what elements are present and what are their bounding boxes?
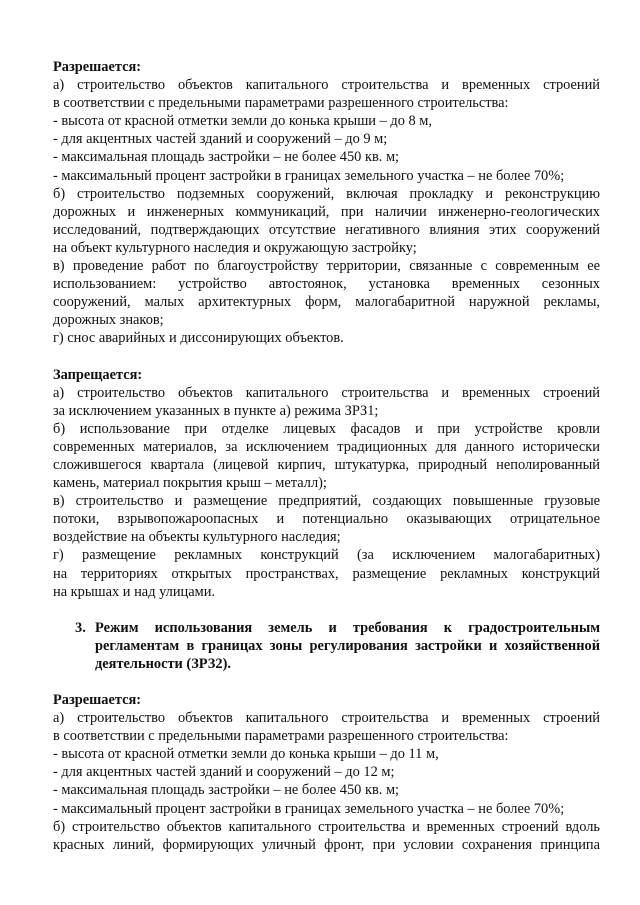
text-line: - высота от красной отметки земли до конька крыши – до 11 м, (53, 746, 439, 763)
text-line: сооружений, малых архитектурных форм, малогабаритной наружной рекламы, (53, 294, 600, 311)
text-line: - максимальный процент застройки в границах земельного участка – не более 70%; (53, 167, 565, 184)
text-line: на крышах и над улицами. (53, 583, 216, 600)
text-line: Режим использования земель и требования к градостроительным (95, 619, 600, 636)
allowed-heading-2: Разрешается: (53, 692, 142, 708)
text-line: за исключением указанных в пункте а) режима ЗРЗ1; (53, 402, 379, 419)
text-line: дорожных знаков; (53, 312, 164, 329)
text-line: деятельности (ЗРЗ2). (95, 655, 231, 672)
allowed-heading-1: Разрешается: (53, 59, 142, 75)
text-line: б) строительство подземных сооружений, включая прокладку и реконструкцию (53, 185, 600, 202)
text-line: красных линий, формирующих уличный фронт, при условии сохранения принципа (53, 836, 600, 853)
text-line: - высота от красной отметки земли до конька крыши – до 8 м, (53, 113, 433, 130)
text-line: на территориях открытых пространствах, размещение рекламных конструкций (53, 565, 600, 582)
text-line: на объект культурного наследия и окружающую застройку; (53, 239, 417, 256)
text-line: в) строительство и размещение предприятий, создающих повышенные грузовые (53, 493, 600, 510)
text-line: потоки, взрывопожароопасных и потенциально оказывающих отрицательное (53, 511, 600, 528)
text-line: исследований, подтверждающих отсутствие негативного влияния этих сооружений (53, 221, 600, 238)
text-line: - максимальная площадь застройки – не более 450 кв. м; (53, 782, 400, 799)
text-line: регламентам в границах зоны регулирования застройки и хозяйственной (95, 637, 600, 654)
text-line: воздействие на объекты культурного наследия; (53, 529, 341, 546)
text-line: - максимальный процент застройки в границах земельного участка – не более 70%; (53, 800, 565, 817)
text-line: а) строительство объектов капитального строительства и временных строений (53, 384, 600, 401)
text-line: а) строительство объектов капитального строительства и временных строений (53, 77, 600, 94)
document-body (53, 58, 600, 854)
text-line: в) проведение работ по благоустройству территории, связанные с современным ее (53, 258, 600, 275)
text-line: использованием: устройство автостоянок, установка временных сезонных (53, 276, 600, 293)
forbidden-list (53, 384, 600, 601)
allowed-list-2 (53, 709, 600, 854)
text-line: - для акцентных частей зданий и сооружений – до 9 м; (53, 131, 388, 148)
text-line: - максимальная площадь застройки – не более 450 кв. м; (53, 149, 400, 166)
text-line: камень, материал покрытия крыш – металл); (53, 475, 327, 492)
text-line: дорожных и инженерных коммуникаций, при наличии инженерно-геологических (53, 203, 600, 220)
allowed-list-1 (53, 76, 600, 347)
forbidden-heading: Запрещается: (53, 366, 143, 383)
section-number: 3. (75, 619, 86, 636)
text-line: г) снос аварийных и диссонирующих объектов. (53, 330, 344, 347)
text-line: б) использование при отделке лицевых фасадов и при устройстве кровли (53, 420, 600, 437)
text-line: сложившегося квартала (лицевой кирпич, штукатурка, природный неполированный (53, 456, 600, 473)
text-line: а) строительство объектов капитального строительства и временных строений (53, 710, 600, 727)
text-line: в соответствии с предельными параметрами разрешенного строительства: (53, 95, 509, 112)
section-3-title (75, 619, 600, 673)
text-line: г) размещение рекламных конструкций (за исключением малогабаритных) (53, 547, 600, 564)
text-line: современных материалов, за исключением традиционных для данного исторически (53, 438, 600, 455)
text-line: б) строительство объектов капитального строительства и временных строений вдоль (53, 818, 600, 835)
text-line: - для акцентных частей зданий и сооружений – до 12 м; (53, 764, 395, 781)
text-line: в соответствии с предельными параметрами разрешенного строительства: (53, 728, 509, 745)
